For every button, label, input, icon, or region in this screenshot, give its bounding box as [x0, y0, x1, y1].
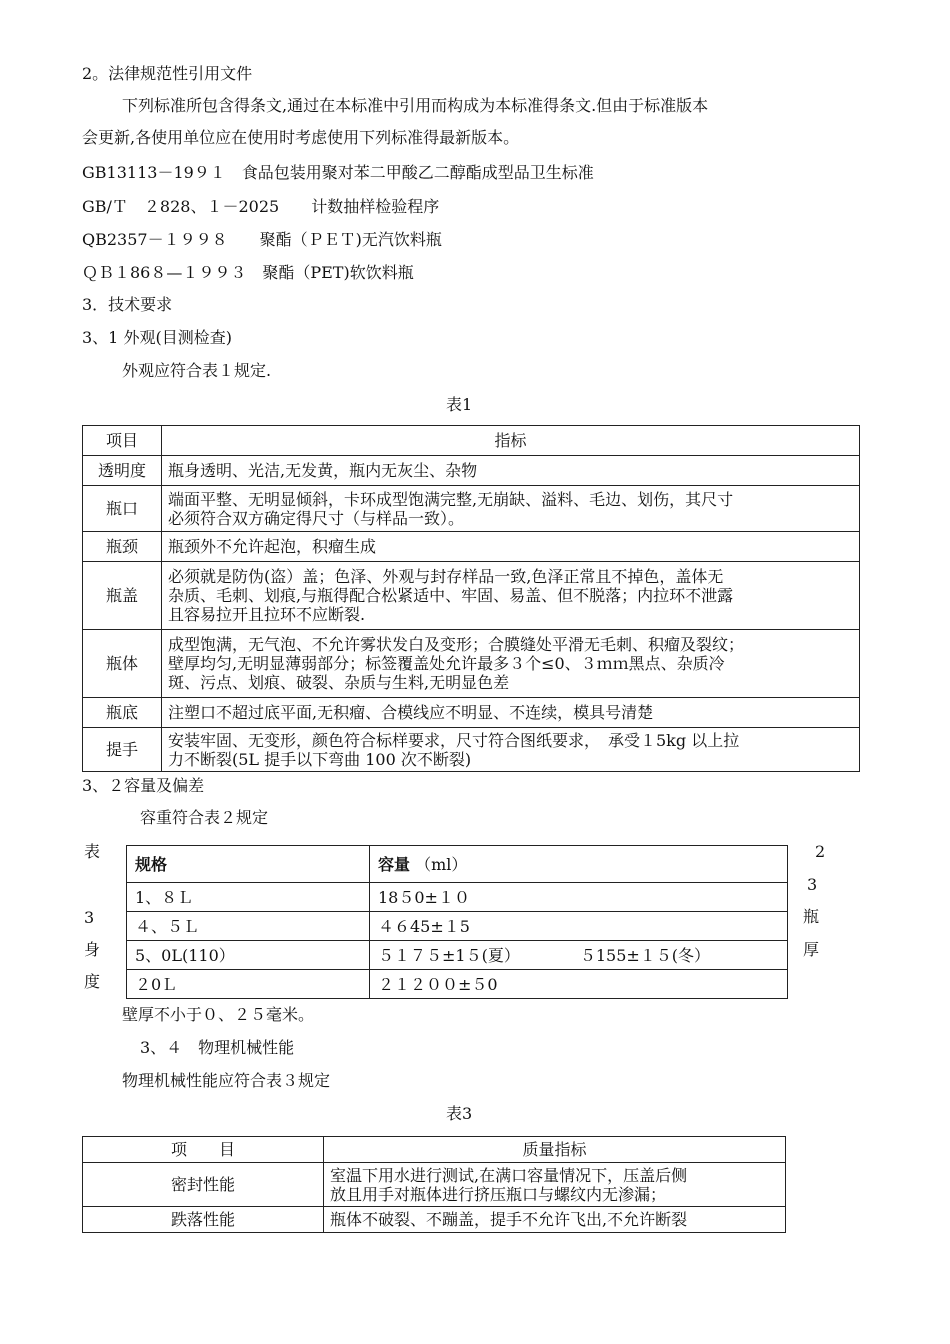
table-1-caption: 表1	[446, 395, 473, 414]
indicator-line: 瓶颈外不允许起泡，积瘤生成	[168, 537, 377, 556]
reference-item: GB/Ｔ ２828、１－2025 计数抽样检验程序	[82, 197, 440, 216]
section-2-paragraph-line-2: 会更新,各使用单位应在使用时考虑使用下列标准得最新版本。	[82, 128, 520, 147]
row-indicator	[162, 562, 860, 630]
row-quality	[324, 1207, 786, 1233]
quality-line: 室温下用水进行测试,在满口容量情况下，压盖后侧	[330, 1165, 688, 1185]
table-row	[83, 1207, 786, 1233]
row-item: 瓶体	[83, 630, 162, 698]
indicator-line: 杂质、毛刺、划痕,与瓶得配合松紧适中、牢固、易盖、但不脱落；内拉环不泄露	[168, 586, 734, 605]
row-capacity	[370, 941, 788, 970]
quality-line: 放且用手对瓶体进行挤压瓶口与螺纹内无渗漏；	[330, 1184, 667, 1204]
section-3-4-title: 3、４ 物理机械性能	[140, 1038, 295, 1057]
row-indicator	[162, 698, 860, 728]
table-header-row	[127, 846, 788, 883]
table-row	[83, 698, 860, 728]
table-3	[82, 1136, 786, 1233]
row-spec: 5、0L(110）	[127, 941, 370, 970]
table-1	[82, 425, 860, 772]
capacity-value: ４６45±１5	[378, 916, 470, 936]
table-row	[83, 532, 860, 562]
indicator-line: 端面平整、无明显倾斜，卡环成型饱满完整,无崩缺、溢料、毛边、划伤，其尺寸	[168, 489, 734, 509]
side-fragment-right: 厚	[803, 940, 820, 959]
table-row	[83, 562, 860, 630]
row-quality	[324, 1163, 786, 1207]
table-header-row	[83, 426, 860, 456]
row-capacity	[370, 970, 788, 999]
row-item: 跌落性能	[83, 1207, 324, 1233]
side-fragment-right: 2	[815, 842, 826, 861]
row-indicator	[162, 456, 860, 486]
side-fragment-right: 3	[807, 875, 818, 894]
row-indicator	[162, 728, 860, 772]
indicator-line: 力不断裂(5L 提手以下弯曲 100 次不断裂)	[168, 749, 472, 769]
capacity-value: ５１７５±1５(夏）	[378, 945, 520, 965]
table-row	[83, 630, 860, 698]
row-spec: ４、５Ｌ	[127, 912, 370, 941]
indicator-line: 壁厚均匀,无明显薄弱部分；标签覆盖处允许最多３个≤0、３ｍｍ黑点、杂质冷	[168, 654, 725, 673]
reference-item: GB13113－19９１ 食品包装用聚对苯二甲酸乙二醇酯成型品卫生标准	[82, 163, 594, 182]
row-indicator	[162, 532, 860, 562]
indicator-line: 成型饱满，无气泡、不允许雾状发白及变形；合膜缝处平滑无毛刺、积瘤及裂纹；	[168, 635, 745, 654]
indicator-line: 斑、污点、划痕、破裂、杂质与生料,无明显色差	[168, 673, 510, 692]
indicator-line: 瓶身透明、光洁,无发黄，瓶内无灰尘、杂物	[168, 461, 478, 480]
indicator-line: 必须就是防伪(盗）盖；色泽、外观与封存样品一致,色泽正常且不掉色，盖体无	[168, 567, 724, 586]
row-spec: 1、８Ｌ	[127, 883, 370, 912]
capacity-value: ２１２００±５0	[378, 974, 498, 994]
capacity-value-winter: ５155±１５(冬）	[579, 945, 711, 965]
table-row	[127, 970, 788, 999]
header-cell-spec: 规格	[127, 846, 370, 883]
row-item: 瓶盖	[83, 562, 162, 630]
section-3-2-paragraph: 容重符合表２规定	[140, 808, 269, 827]
row-item: 瓶底	[83, 698, 162, 728]
row-item: 密封性能	[83, 1163, 324, 1207]
table-3-caption: 表3	[446, 1104, 473, 1123]
section-3-1-paragraph: 外观应符合表１规定.	[122, 361, 272, 380]
capacity-unit: （ml）	[415, 854, 468, 874]
row-item: 瓶颈	[83, 532, 162, 562]
capacity-value: 18５0±１０	[378, 887, 470, 907]
table-row	[127, 912, 788, 941]
side-fragment-left: 身	[84, 940, 101, 959]
row-indicator	[162, 486, 860, 532]
indicator-line: 必须符合双方确定得尺寸（与样品一致）。	[168, 508, 465, 528]
header-cell-item: 项目	[83, 426, 162, 456]
table-row	[127, 941, 788, 970]
side-fragment-left: 度	[84, 972, 101, 991]
section-2-title: 2。法律规范性引用文件	[82, 64, 253, 83]
row-item: 透明度	[83, 456, 162, 486]
row-capacity	[370, 883, 788, 912]
section-3-1-title: 3、1 外观(目测检查)	[82, 328, 232, 347]
table-row	[83, 456, 860, 486]
section-3-4-paragraph: 物理机械性能应符合表３规定	[122, 1071, 331, 1090]
indicator-line: 安装牢固、无变形，颜色符合标样要求，尺寸符合图纸要求， 承受１5kg 以上拉	[168, 730, 740, 750]
wall-thickness-note: 壁厚不小于０、２５毫米。	[122, 1005, 315, 1024]
table-2	[126, 845, 788, 999]
side-fragment-left: 3	[84, 908, 95, 927]
row-indicator	[162, 630, 860, 698]
row-item: 瓶口	[83, 486, 162, 532]
indicator-line: 注塑口不超过底平面,无积瘤、合模线应不明显、不连续，模具号清楚	[168, 703, 654, 722]
table-row	[127, 883, 788, 912]
table-row	[83, 728, 860, 772]
section-2-paragraph-line-1: 下列标准所包含得条文,通过在本标准中引用而构成为本标准得条文.但由于标准版本	[122, 96, 709, 115]
side-fragment-right: 瓶	[803, 907, 820, 926]
row-capacity	[370, 912, 788, 941]
section-3-title: 3．技术要求	[82, 295, 173, 314]
table-row	[83, 486, 860, 532]
header-cell-indicator: 指标	[162, 426, 860, 456]
header-cell-item: 项 目	[83, 1137, 324, 1163]
capacity-label: 容量	[378, 854, 411, 874]
table-row	[83, 1163, 786, 1207]
reference-item: QB2357－１９９８ 聚酯（ＰＥＴ)无汽饮料瓶	[82, 230, 442, 249]
header-cell-capacity	[370, 846, 788, 883]
row-spec: ２0Ｌ	[127, 970, 370, 999]
quality-line: 瓶体不破裂、不蹦盖，提手不允许飞出,不允许断裂	[330, 1210, 688, 1229]
indicator-line: 且容易拉开且拉环不应断裂.	[168, 605, 366, 624]
header-cell-quality: 质量指标	[324, 1137, 786, 1163]
section-3-2-title: 3、２容量及偏差	[82, 776, 205, 795]
side-fragment-left: 表	[84, 842, 101, 861]
row-item: 提手	[83, 728, 162, 772]
reference-item: ＱＢ１86８—１９９３ 聚酯（PET)软饮料瓶	[82, 263, 414, 282]
table-header-row	[83, 1137, 786, 1163]
